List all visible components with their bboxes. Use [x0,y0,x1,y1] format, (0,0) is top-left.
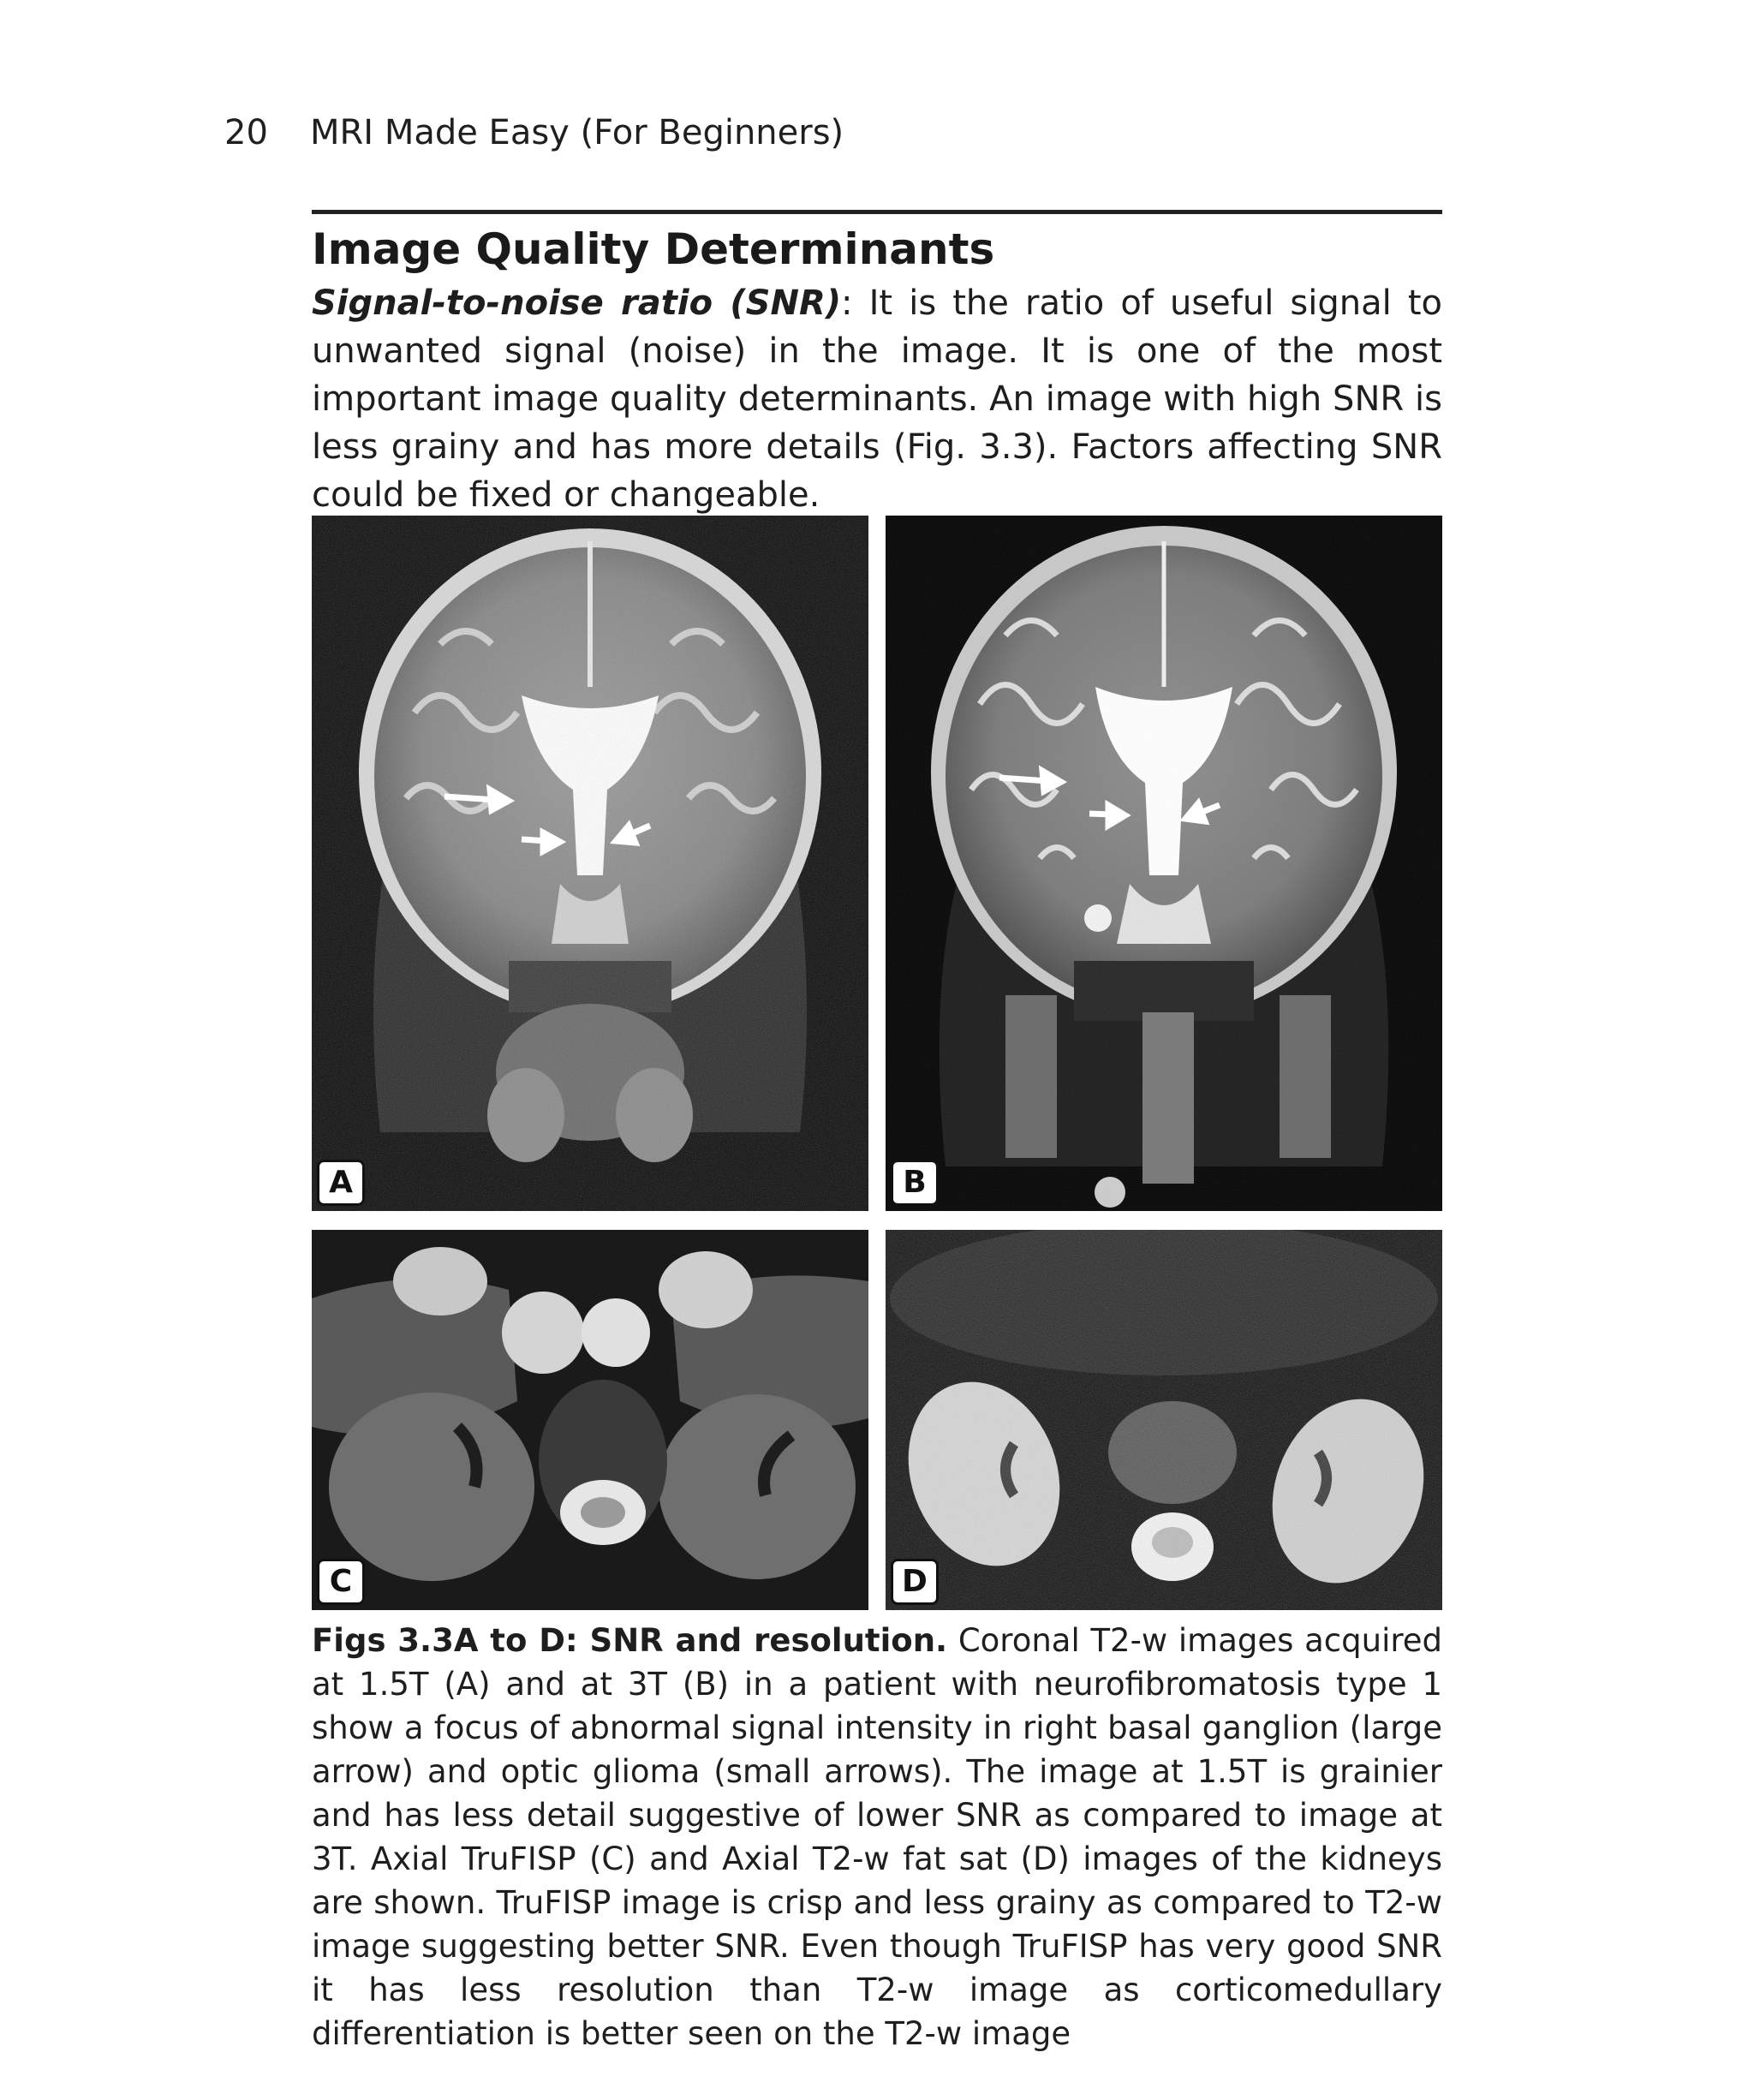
panel-label-c: C [317,1559,365,1605]
axial-t2-fatsat-image-d [886,1230,1442,1610]
figure-panel-c [312,1230,868,1610]
figure-panel-a [312,516,868,1211]
intro-body: : It is the ratio of useful signal to unwanted signal (noise) in the image. It is one of the most important image quality determinants. An image with high SNR is less grainy and has more details (Fig. 3.3). Factors affecting SNR could be fixed or changeable. [312,283,1442,515]
panel-label-b: B [891,1160,939,1206]
intro-paragraph [312,279,1442,519]
figure-panel-b [886,516,1442,1211]
panel-label-d: D [891,1559,939,1605]
figure-panel-d [886,1230,1442,1610]
panel-label-a: A [317,1160,365,1206]
header-rule [312,210,1442,214]
caption-title: Figs 3.3A to D: SNR and resolution. [312,1622,948,1659]
axial-trufisp-image-c [312,1230,868,1610]
running-head: MRI Made Easy (For Beginners) [310,113,844,152]
caption-text: Coronal T2-w images acquired at 1.5T (A) and at 3T (B) in a patient with neurofibromatosis type 1 show a focus of abnormal signal intensity in right basal ganglion (large arrow) and optic glioma (small arrows). The image at 1.5T is grainier and has less detail suggestive of lower SNR as compared to image at 3T. Axial TruFISP (C) and Axial T2-w fat sat (D) images of the kidneys are shown. TruFISP image is crisp and less grainy as compared to T2-w image suggesting better SNR. Even though TruFISP has very good SNR it has less resolution than T2-w image as corticomedullary differentiation is better seen on the T2-w image [312,1622,1443,2052]
figure-caption [312,1619,1442,2055]
coronal-brain-image-a [312,516,868,1211]
coronal-brain-image-b [886,516,1442,1211]
section-heading: Image Quality Determinants [312,224,995,274]
page-number: 20 [224,113,268,152]
snr-term: Signal-to-noise ratio (SNR) [312,283,842,323]
